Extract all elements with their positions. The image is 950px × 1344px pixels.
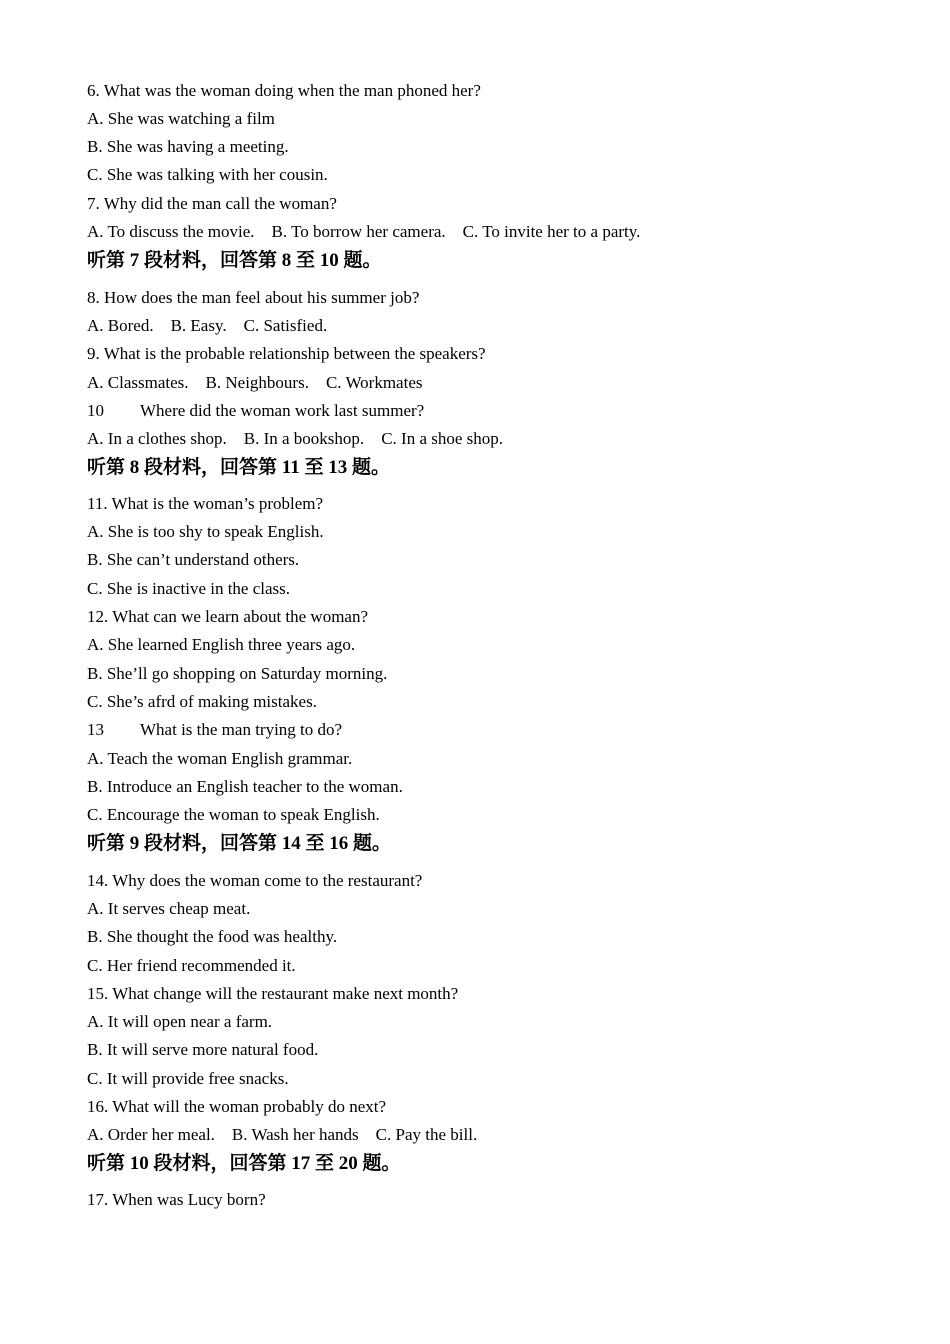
question-16-option-b: B. Wash her hands	[231, 1125, 359, 1144]
question-7-options	[87, 222, 640, 242]
question-11-option-b: B. She can’t understand others.	[87, 550, 300, 569]
question-9-options	[87, 373, 422, 393]
question-13-number: 13	[87, 720, 104, 739]
question-12: 12. What can we learn about the woman?	[87, 607, 369, 626]
question-9-option-c: C. Workmates	[325, 373, 423, 392]
question-10-options	[87, 429, 503, 449]
question-14-option-c: C. Her friend recommended it.	[87, 956, 296, 975]
section-heading-8: 听第 8 段材料，回答第 11 至 13 题。	[87, 457, 390, 478]
question-9: 9. What is the probable relationship between the speakers?	[87, 344, 486, 363]
question-16: 16. What will the woman probably do next?	[87, 1097, 387, 1116]
question-8-option-a: A. Bored.	[87, 316, 154, 335]
question-15-option-c: C. It will provide free snacks.	[87, 1069, 289, 1088]
question-8-option-c: C. Satisfied.	[243, 316, 328, 335]
question-16-options	[87, 1125, 477, 1145]
question-16-option-a: A. Order her meal.	[87, 1125, 215, 1144]
question-7-option-a: A. To discuss the movie.	[87, 222, 255, 241]
question-17: 17. When was Lucy born?	[87, 1190, 266, 1209]
question-6-option-a: A. She was watching a film	[87, 109, 275, 128]
question-15-option-a: A. It will open near a farm.	[87, 1012, 273, 1031]
section-heading-10: 听第 10 段材料，回答第 17 至 20 题。	[87, 1153, 401, 1174]
question-12-option-a: A. She learned English three years ago.	[87, 635, 356, 654]
question-13	[87, 720, 342, 740]
section-heading-9: 听第 9 段材料，回答第 14 至 16 题。	[87, 833, 392, 854]
question-9-option-b: B. Neighbours.	[205, 373, 309, 392]
question-7-option-b: B. To borrow her camera.	[271, 222, 446, 241]
question-8-options	[87, 316, 327, 336]
question-10-number: 10	[87, 401, 104, 420]
question-14-option-b: B. She thought the food was healthy.	[87, 927, 338, 946]
question-10-option-b: B. In a bookshop.	[243, 429, 365, 448]
question-12-option-c: C. She’s afrd of making mistakes.	[87, 692, 317, 711]
question-14-option-a: A. It serves cheap meat.	[87, 899, 251, 918]
question-13-option-b: B. Introduce an English teacher to the woman.	[87, 777, 403, 796]
question-6-option-c: C. She was talking with her cousin.	[87, 165, 328, 184]
question-13-text: What is the man trying to do?	[140, 720, 343, 739]
question-14: 14. Why does the woman come to the restaurant?	[87, 871, 423, 890]
section-heading-7: 听第 7 段材料，回答第 8 至 10 题。	[87, 250, 382, 271]
question-10	[87, 401, 424, 421]
question-10-option-c: C. In a shoe shop.	[381, 429, 504, 448]
question-13-option-a: A. Teach the woman English grammar.	[87, 749, 353, 768]
question-10-option-a: A. In a clothes shop.	[87, 429, 227, 448]
question-12-option-b: B. She’ll go shopping on Saturday morning.	[87, 664, 388, 683]
question-10-text: Where did the woman work last summer?	[140, 401, 425, 420]
question-15-option-b: B. It will serve more natural food.	[87, 1040, 319, 1059]
question-6-option-b: B. She was having a meeting.	[87, 137, 289, 156]
question-11: 11. What is the woman’s problem?	[87, 494, 324, 513]
question-9-option-a: A. Classmates.	[87, 373, 189, 392]
question-13-option-c: C. Encourage the woman to speak English.	[87, 805, 380, 824]
question-15: 15. What change will the restaurant make next month?	[87, 984, 459, 1003]
question-11-option-a: A. She is too shy to speak English.	[87, 522, 324, 541]
question-11-option-c: C. She is inactive in the class.	[87, 579, 291, 598]
question-7: 7. Why did the man call the woman?	[87, 194, 337, 213]
question-6: 6. What was the woman doing when the man phoned her?	[87, 81, 481, 100]
question-8-option-b: B. Easy.	[170, 316, 227, 335]
question-16-option-c: C. Pay the bill.	[375, 1125, 478, 1144]
question-7-option-c: C. To invite her to a party.	[462, 222, 641, 241]
question-8: 8. How does the man feel about his summer job?	[87, 288, 420, 307]
